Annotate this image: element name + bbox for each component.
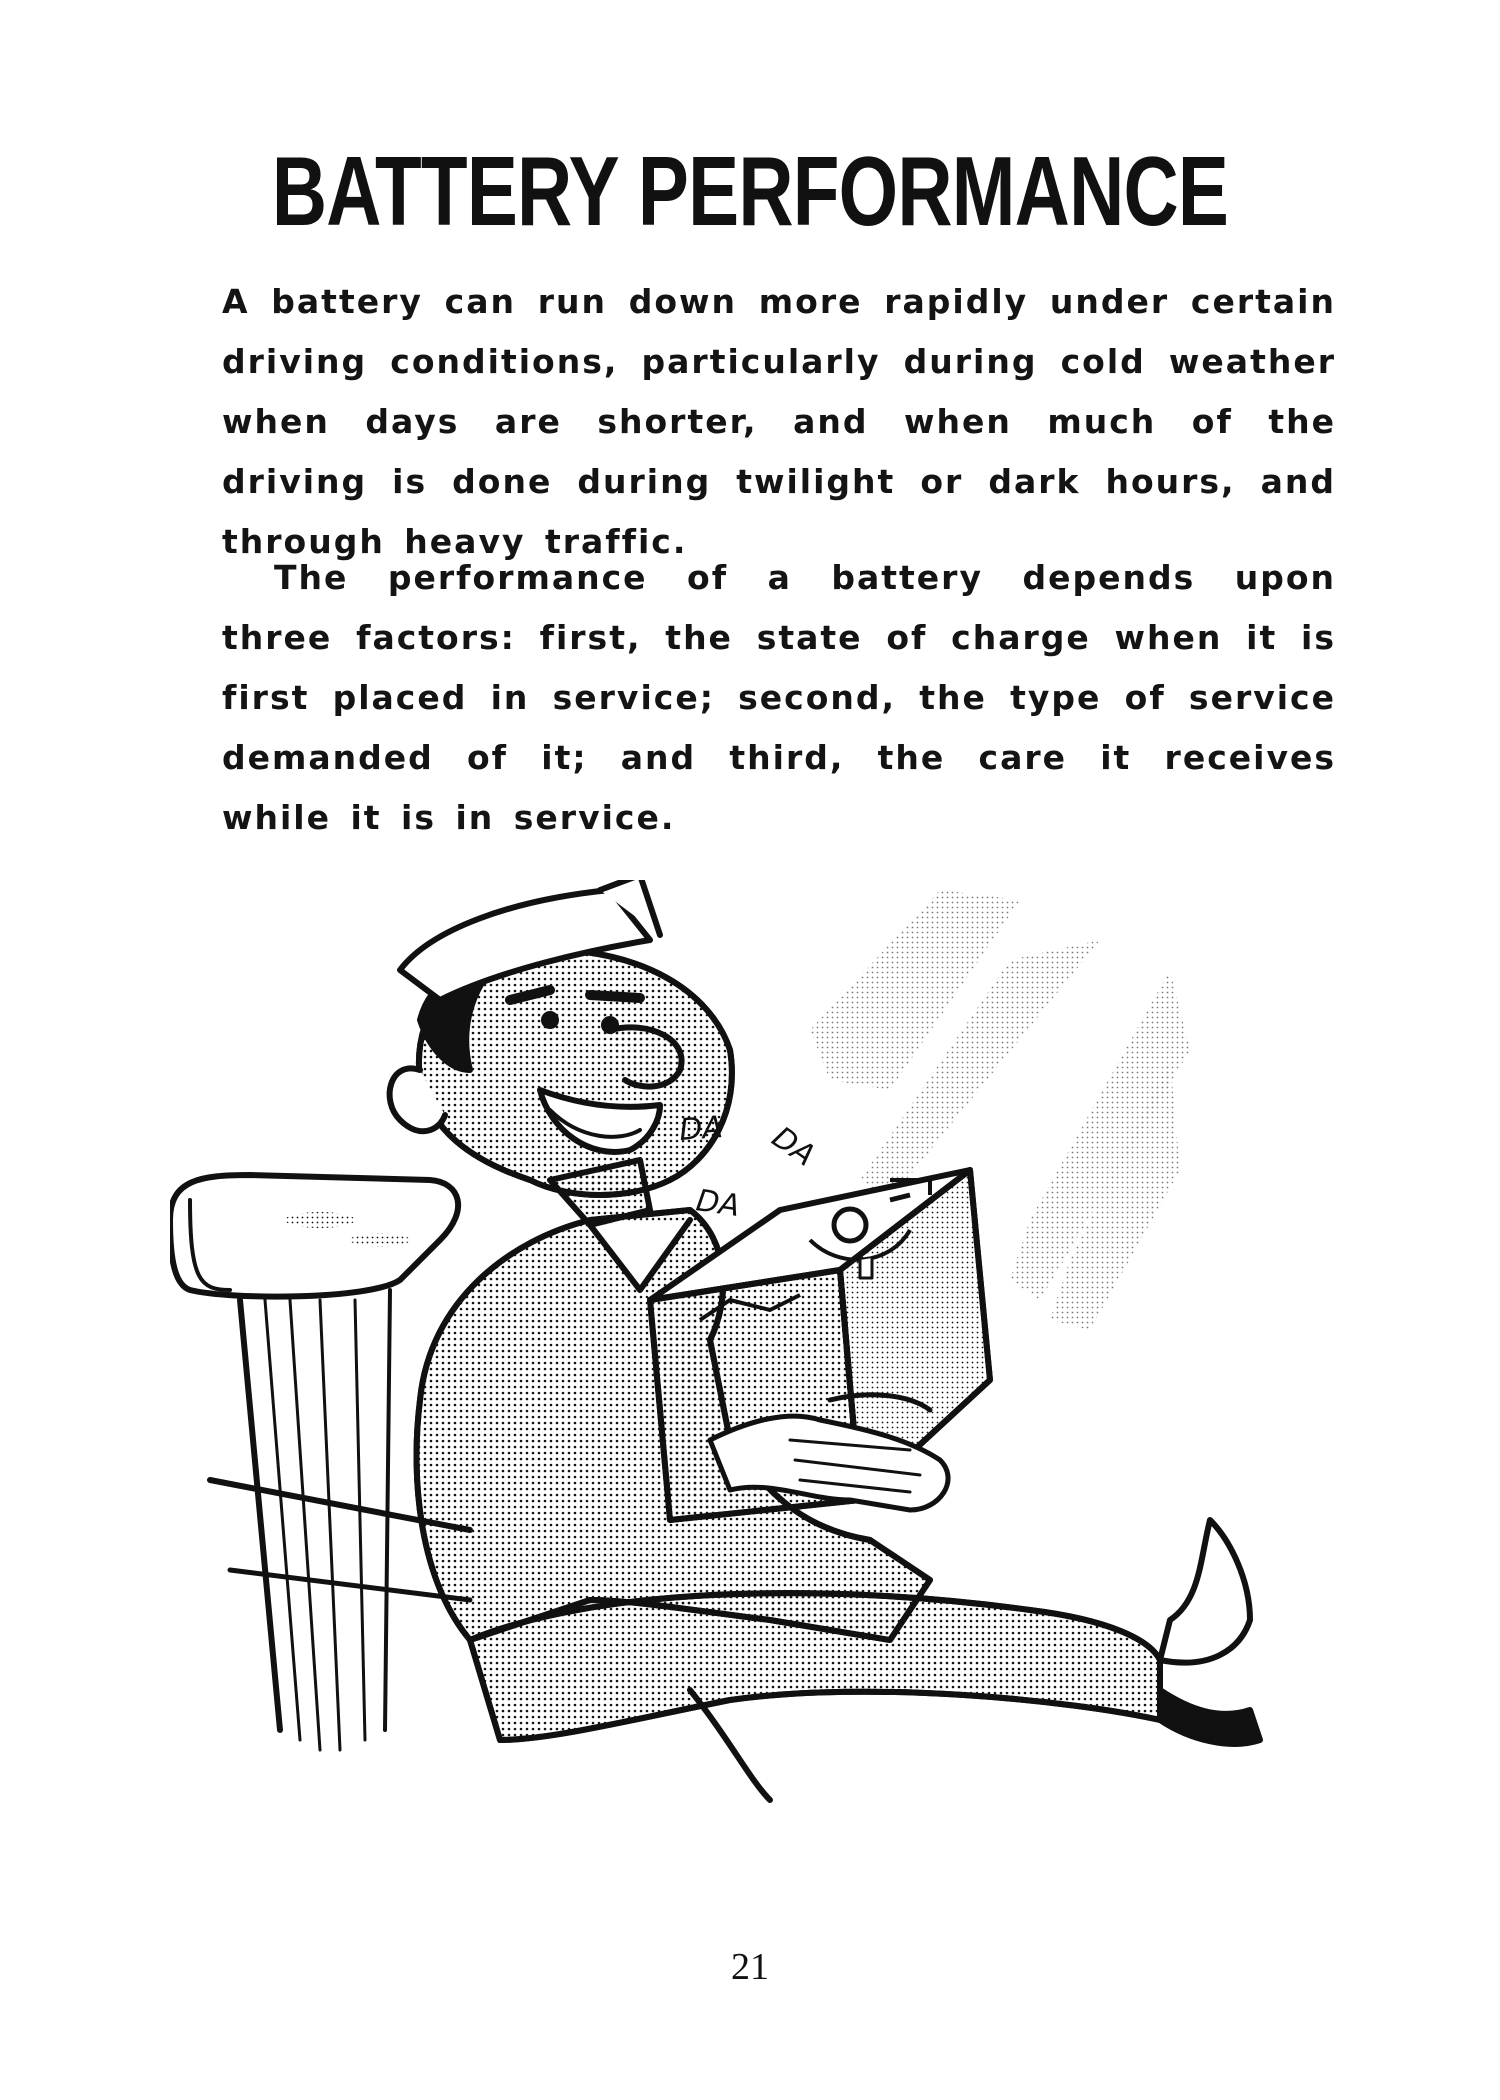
sound-effect-1: DA — [678, 1110, 725, 1148]
page-title: BATTERY PERFORMANCE — [271, 136, 1229, 246]
cartoon-illustration — [170, 880, 1330, 1810]
man-head — [390, 880, 732, 1225]
sound-effect-3: DA — [693, 1183, 742, 1224]
body-paragraph-1: A battery can run down more rapidly under certain driving conditions, particularly during cold weather when days are shorter, and when much of the driving is done during twilight or dark hours, and through heavy traffic. — [222, 282, 1336, 561]
body-paragraph-2: The performance of a battery depends upon three factors: first, the state of charge when it is first placed in service; second, the type of service demanded of it; and third, the care it receives while it is in service. — [222, 558, 1336, 837]
page-number: 21 — [731, 1946, 769, 1988]
sound-effect-2: DA — [765, 1119, 822, 1174]
